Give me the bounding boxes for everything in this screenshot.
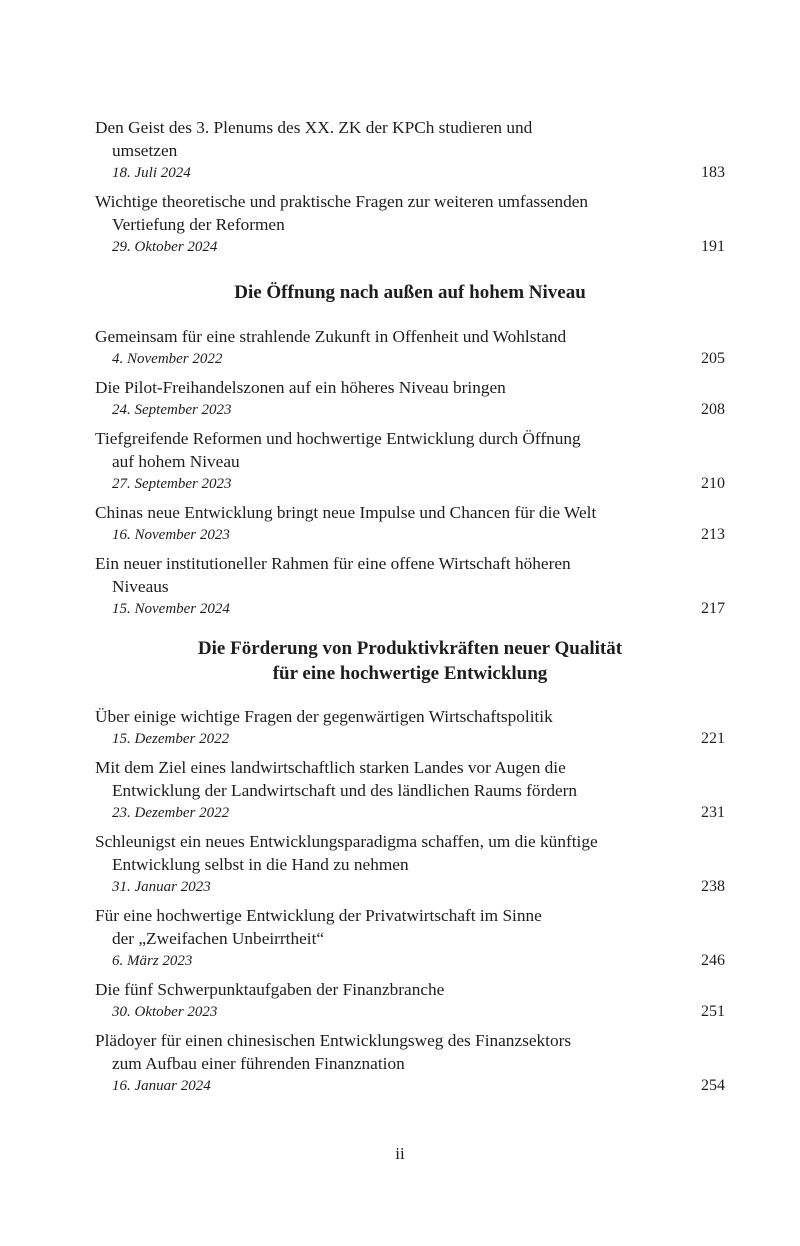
toc-entry[interactable]: [95, 830, 725, 898]
toc-entry[interactable]: [95, 427, 725, 495]
entry-title: [95, 552, 725, 598]
entry-date: 15. November 2024: [112, 601, 230, 617]
entry-date: 18. Juli 2024: [112, 165, 191, 181]
entry-date-row: [95, 236, 725, 258]
entry-date-row: [95, 1075, 725, 1097]
entry-page-number: 191: [701, 238, 725, 255]
entry-page-number: 221: [701, 730, 725, 747]
entry-title: [95, 830, 725, 876]
entry-title: [95, 501, 725, 524]
entry-title: [95, 427, 725, 473]
entry-date-row: [95, 524, 725, 546]
entry-title-line2: zum Aufbau einer führenden Finanznation: [112, 1054, 405, 1073]
entry-page-number: 231: [701, 804, 725, 821]
entry-date: 31. Januar 2023: [112, 879, 211, 895]
entry-date-row: [95, 162, 725, 184]
entry-title-line1: Über einige wichtige Fragen der gegenwärtigen Wirtschaftspolitik: [95, 707, 553, 726]
entry-title-line2: Niveaus: [112, 577, 169, 596]
entry-date: 23. Dezember 2022: [112, 805, 230, 821]
entry-title-line2: Vertiefung der Reformen: [112, 215, 285, 234]
toc-entry[interactable]: [95, 501, 725, 546]
toc-entry[interactable]: [95, 756, 725, 824]
entry-date-row: [95, 598, 725, 620]
entry-title-line1: Die fünf Schwerpunktaufgaben der Finanzbranche: [95, 980, 445, 999]
toc-entry[interactable]: [95, 376, 725, 421]
toc-entry[interactable]: [95, 978, 725, 1023]
entry-page-number: 238: [701, 878, 725, 895]
entry-page-number: 213: [701, 526, 725, 543]
entry-date-row: [95, 876, 725, 898]
entry-date-row: [95, 1001, 725, 1023]
entry-page-number: 246: [701, 952, 725, 969]
entry-date: 30. Oktober 2023: [112, 1004, 218, 1020]
entry-page-number: 254: [701, 1077, 725, 1094]
entry-page-number: 205: [701, 350, 725, 367]
section-heading-line2: für eine hochwertige Entwicklung: [272, 663, 548, 684]
toc-content: [95, 116, 725, 1103]
toc-entry[interactable]: [95, 904, 725, 972]
toc-entry[interactable]: [95, 705, 725, 750]
entry-title-line1: Ein neuer institutioneller Rahmen für eine offene Wirtschaft höheren: [95, 554, 571, 573]
entry-title-line1: Die Pilot-Freihandelszonen auf ein höheres Niveau bringen: [95, 378, 506, 397]
entry-title: [95, 1029, 725, 1075]
entry-date-row: [95, 348, 725, 370]
entry-page-number: 217: [701, 600, 725, 617]
entry-title-line1: Für eine hochwertige Entwicklung der Privatwirtschaft im Sinne: [95, 906, 542, 925]
entry-title-line2: Entwicklung selbst in die Hand zu nehmen: [112, 855, 409, 874]
entry-page-number: 208: [701, 401, 725, 418]
entry-date: 15. Dezember 2022: [112, 731, 230, 747]
entry-title-line1: Tiefgreifende Reformen und hochwertige Entwicklung durch Öffnung: [95, 429, 581, 448]
entry-title-line1: Schleunigst ein neues Entwicklungsparadigma schaffen, um die künftige: [95, 832, 598, 851]
entry-title-line2: Entwicklung der Landwirtschaft und des ländlichen Raums fördern: [112, 781, 578, 800]
section-heading-line1: Die Öffnung nach außen auf hohem Niveau: [234, 282, 586, 303]
section-heading: [95, 280, 725, 305]
entry-date-row: [95, 802, 725, 824]
entry-title: [95, 904, 725, 950]
entry-date: 24. September 2023: [112, 402, 232, 418]
entry-page-number: 210: [701, 475, 725, 492]
toc-entry[interactable]: [95, 552, 725, 620]
entry-date-row: [95, 473, 725, 495]
entry-date-row: [95, 399, 725, 421]
entry-title-line1: Den Geist des 3. Plenums des XX. ZK der KPCh studieren und: [95, 118, 533, 137]
entry-date: 29. Oktober 2024: [112, 239, 218, 255]
entry-date: 4. November 2022: [112, 351, 223, 367]
page-number: ii: [395, 1144, 405, 1163]
toc-entry[interactable]: [95, 190, 725, 258]
section-heading-line1: Die Förderung von Produktivkräften neuer Qualität: [197, 638, 623, 659]
entry-title-line2: umsetzen: [112, 141, 178, 160]
entry-title: [95, 190, 725, 236]
entry-title-line1: Gemeinsam für eine strahlende Zukunft in Offenheit und Wohlstand: [95, 327, 567, 346]
toc-entry[interactable]: [95, 116, 725, 184]
entry-date: 27. September 2023: [112, 476, 232, 492]
toc-entry[interactable]: [95, 325, 725, 370]
entry-title: [95, 978, 725, 1001]
entry-title: [95, 325, 725, 348]
entry-title: [95, 756, 725, 802]
entry-title: [95, 705, 725, 728]
entry-date-row: [95, 728, 725, 750]
entry-title-line1: Chinas neue Entwicklung bringt neue Impulse und Chancen für die Welt: [95, 503, 597, 522]
entry-title: [95, 376, 725, 399]
entry-date: 6. März 2023: [112, 953, 193, 969]
entry-date: 16. Januar 2024: [112, 1078, 211, 1094]
entry-title-line2: auf hohem Niveau: [112, 452, 240, 471]
entry-date-row: [95, 950, 725, 972]
entry-title-line1: Plädoyer für einen chinesischen Entwicklungsweg des Finanzsektors: [95, 1031, 572, 1050]
entry-page-number: 183: [701, 164, 725, 181]
entry-title-line1: Wichtige theoretische und praktische Fragen zur weiteren umfassenden: [95, 192, 589, 211]
entry-title: [95, 116, 725, 162]
entry-title-line2: der „Zweifachen Unbeirrtheit“: [112, 929, 325, 948]
entry-date: 16. November 2023: [112, 527, 230, 543]
toc-entry[interactable]: [95, 1029, 725, 1097]
entry-page-number: 251: [701, 1003, 725, 1020]
section-heading: [95, 636, 725, 686]
entry-title-line1: Mit dem Ziel eines landwirtschaftlich starken Landes vor Augen die: [95, 758, 566, 777]
